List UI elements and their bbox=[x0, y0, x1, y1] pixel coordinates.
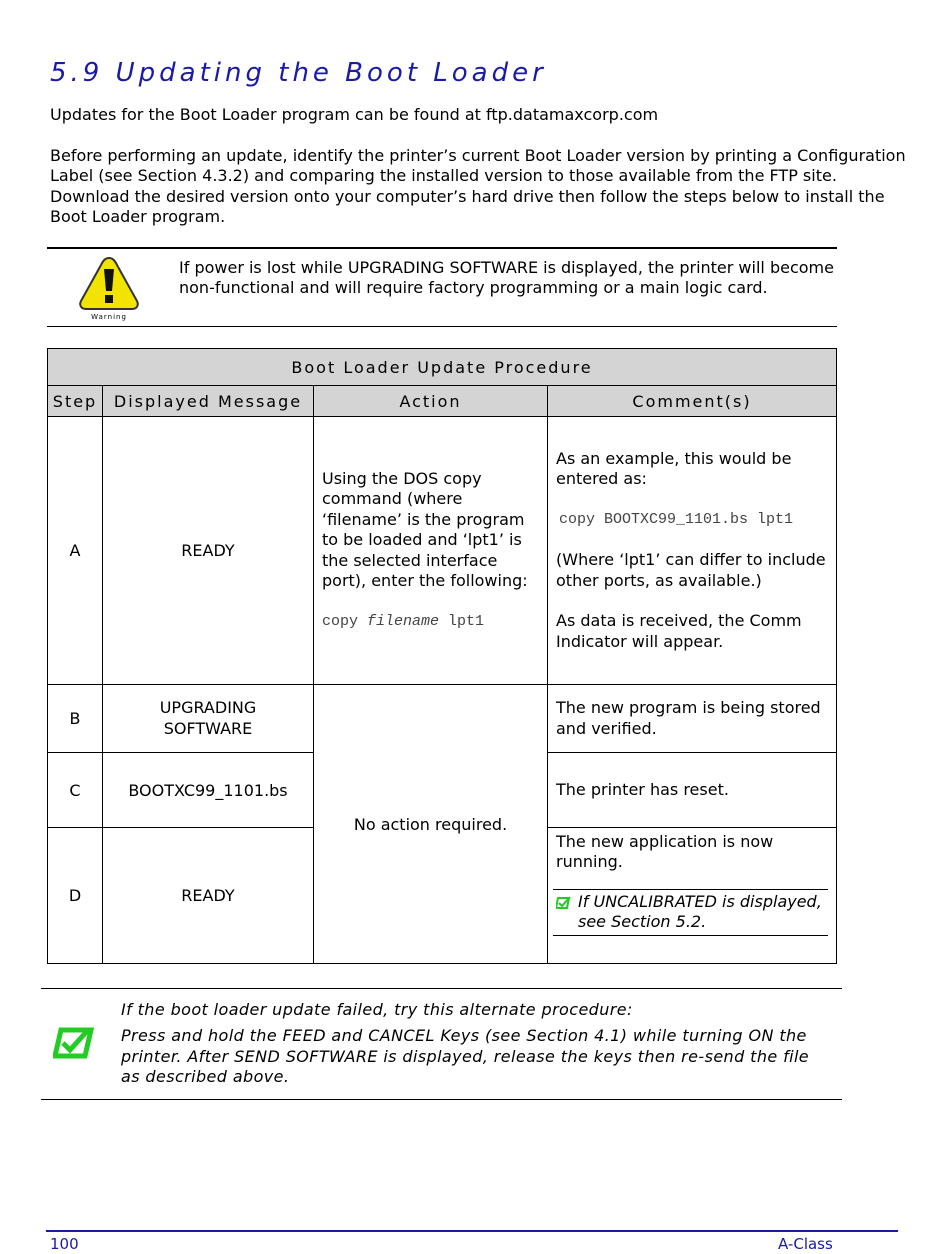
comment-text: As data is received, the Comm Indicator will appear. bbox=[556, 611, 802, 651]
command-suffix: lpt1 bbox=[439, 612, 485, 630]
comment-cell bbox=[548, 417, 837, 685]
command-filename: filename bbox=[367, 612, 440, 630]
comment-text: (Where ‘lpt1’ can differ to include other ports, as available.) bbox=[556, 550, 826, 590]
header-step: Step bbox=[48, 386, 103, 417]
comment-command: copy BOOTXC99_1101.bs lpt1 bbox=[559, 510, 794, 528]
table-title: Boot Loader Update Procedure bbox=[48, 349, 837, 386]
step-cell: B bbox=[48, 685, 103, 753]
boot-loader-procedure-table bbox=[47, 348, 837, 964]
warning-icon-label: Warning bbox=[91, 313, 127, 321]
note-text bbox=[121, 1000, 826, 1088]
comment-text: As an example, this would be entered as: bbox=[556, 449, 792, 489]
note-line-2: Press and hold the FEED and CANCEL Keys (see Section 4.1) while turning ON the printer. After SEND SOFTWARE is displayed, release the keys then re-send the file as described above. bbox=[121, 1026, 810, 1087]
action-cell bbox=[314, 417, 548, 685]
uncalibrated-note bbox=[553, 889, 828, 936]
note-box bbox=[41, 988, 842, 1100]
step-cell: C bbox=[48, 753, 103, 828]
header-displayed-message: Displayed Message bbox=[103, 386, 314, 417]
warning-icon bbox=[77, 255, 141, 321]
warning-box bbox=[47, 247, 837, 327]
section-heading: 5.9 Updating the Boot Loader bbox=[50, 58, 547, 88]
message-cell: READY bbox=[103, 417, 314, 685]
uncalibrated-note-text: If UNCALIBRATED is displayed, see Section 5.2. bbox=[578, 891, 822, 932]
check-note-icon bbox=[53, 1027, 95, 1059]
step-cell: D bbox=[48, 828, 103, 964]
header-action: Action bbox=[314, 386, 548, 417]
comment-cell bbox=[548, 828, 837, 964]
header-comments: Comment(s) bbox=[548, 386, 837, 417]
page-number: 100 bbox=[50, 1235, 79, 1253]
comment-text: The new application is now running. bbox=[556, 832, 774, 872]
body-paragraph: Before performing an update, identify the printer’s current Boot Loader version by printing a Configuration Label (see Section 4.3.2) and comparing the installed version to those available from the FTP site. Download the desired version onto your computer’s hard drive then follow the steps below to install the Boot Loader program. bbox=[50, 146, 906, 227]
comment-text: The printer has reset. bbox=[556, 779, 729, 799]
product-name: A-Class bbox=[778, 1235, 833, 1253]
comment-cell bbox=[548, 685, 837, 753]
footer-rule bbox=[46, 1230, 898, 1232]
check-icon bbox=[556, 896, 572, 910]
message-text: UPGRADING SOFTWARE bbox=[159, 698, 257, 738]
note-line-1: If the boot loader update failed, try this alternate procedure: bbox=[121, 1000, 633, 1019]
intro-paragraph: Updates for the Boot Loader program can be found at ftp.datamaxcorp.com bbox=[50, 105, 659, 124]
comment-text: The new program is being stored and verified. bbox=[556, 698, 821, 738]
shared-action-cell: No action required. bbox=[314, 685, 548, 964]
comment-cell bbox=[548, 753, 837, 828]
warning-text: If power is lost while UPGRADING SOFTWARE is displayed, the printer will become non-functional and will require factory programming or a main logic card. bbox=[179, 258, 834, 298]
command-prefix: copy bbox=[322, 612, 368, 630]
table-row bbox=[48, 417, 837, 685]
action-text: Using the DOS copy command (where ‘filename’ is the program to be loaded and ‘lpt1’ is the selected interface port), enter the following: bbox=[322, 469, 528, 591]
step-cell: A bbox=[48, 417, 103, 685]
table-row bbox=[48, 685, 837, 753]
message-cell: READY bbox=[103, 828, 314, 964]
message-cell: BOOTXC99_1101.bs bbox=[103, 753, 314, 828]
action-command bbox=[314, 612, 547, 632]
message-cell bbox=[103, 685, 314, 753]
